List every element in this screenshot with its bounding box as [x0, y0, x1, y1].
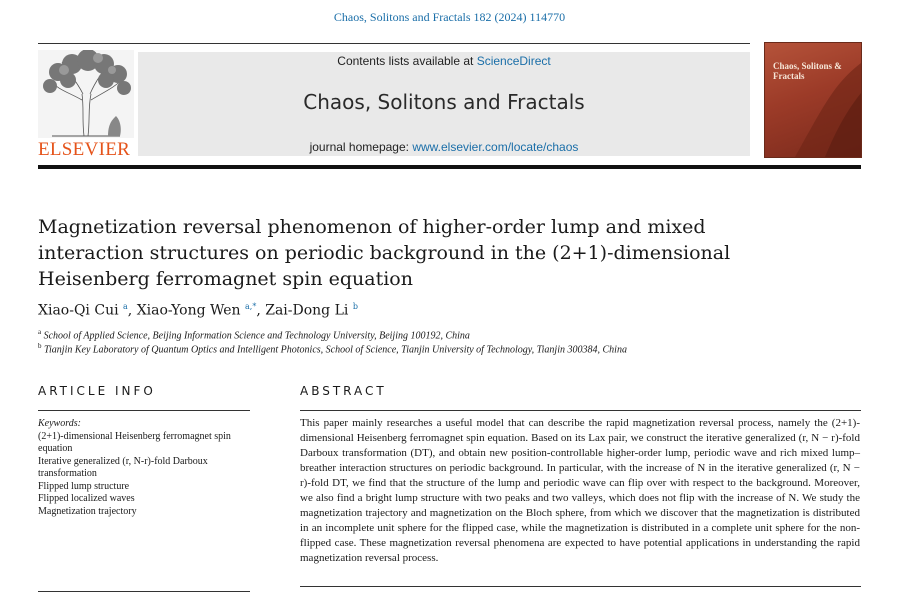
citation-link[interactable]: Chaos, Solitons and Fractals 182 (2024) 114770 [333, 10, 566, 24]
keyword-item: Flipped localized waves [38, 493, 135, 504]
affiliation-marker: b [38, 342, 42, 350]
contents-line [138, 54, 750, 68]
keyword-item: Flipped lump structure [38, 480, 130, 492]
paper-title: Magnetization reversal phenomenon of higher-order lump and mixed interaction structures on periodic background in the (2+1)-dimensional Heisenberg ferromagnet spin equation [38, 216, 731, 290]
abstract-text: This paper mainly researches a useful model that can describe the rapid magnetization reversal process, namely the (2+1)-dimensional Heisenberg ferromagnet spin equation. Based on its Lax pair, we construct the iterative generalized (r, N − r)-fold Darboux transformation (DT), and obtain new position-controllable higher-order lump, periodic wave and rich mixed lump–breather interaction structures on periodic background. In particular, with the increase of N in the iterative generalized (r, N − r)-fold DT, we find that the structure of the lump and periodic wave can flip over with respect to the background. Moreover, we also find a bright lump structure with two peaks and two valleys, which does not flip with the increase of N. We study the magnetization trajectory and magnetization on the Bloch sphere, from which we discover that the magnetization is distributed in an incomplete unit sphere for the flipped case, while the magnetization is distributed in a complete unit sphere for the non-flipped case. These magnetization reversal phenomena are expected to have potential applications in understanding the rapid magnetization reversal process. [300, 417, 860, 564]
keyword-item: Iterative generalized (r, N-r)-fold Darboux transformation [38, 455, 208, 479]
abstract-heading: ABSTRACT [300, 384, 387, 398]
author-name[interactable]: Xiao-Qi Cui [38, 302, 119, 319]
abstract-rule [300, 410, 861, 411]
article-info-rule [38, 410, 250, 411]
keywords-block [38, 418, 250, 518]
keyword-item: (2+1)-dimensional Heisenberg ferromagnet spin equation [38, 430, 231, 454]
author-affil-marker[interactable]: a [123, 302, 128, 311]
journal-cover-thumbnail[interactable] [764, 42, 862, 158]
abstract-bottom-rule [300, 586, 861, 587]
author-affil-marker[interactable]: a,* [245, 302, 257, 311]
homepage-line [138, 140, 750, 154]
affiliation-text: Tianjin Key Laboratory of Quantum Optics and Intelligent Photonics, School of Science, Tianjin University of Technology, Tianjin 300384, China [44, 344, 627, 356]
homepage-prefix: journal homepage: [309, 140, 413, 154]
journal-homepage-link[interactable]: www.elsevier.com/locate/chaos [412, 140, 579, 154]
journal-title: Chaos, Solitons and Fractals [303, 90, 585, 114]
keywords-label: Keywords: [38, 418, 81, 429]
author-affil-marker[interactable]: b [352, 302, 358, 311]
affiliation [38, 342, 627, 355]
affiliation-marker: a [38, 328, 42, 336]
keyword-item: Magnetization trajectory [38, 505, 137, 517]
affiliation-text: School of Applied Science, Beijing Information Science and Technology University, Beijing 100192, China [43, 330, 470, 342]
affiliation [38, 328, 470, 341]
info-bottom-rule [38, 591, 250, 592]
cover-texture [765, 43, 861, 157]
header-rule [38, 43, 750, 44]
contents-prefix: Contents lists available at [337, 54, 477, 68]
author-name[interactable]: Xiao-Yong Wen [136, 302, 241, 319]
sciencedirect-link[interactable]: ScienceDirect [476, 54, 551, 68]
masthead-bottom-rule [38, 165, 861, 169]
journal-masthead [138, 52, 750, 156]
author-name[interactable]: Zai-Dong Li [265, 302, 349, 319]
article-info-heading: ARTICLE INFO [38, 384, 156, 398]
cover-title: Chaos, Solitons & Fractals [773, 61, 842, 81]
elsevier-wordmark[interactable]: ELSEVIER [38, 139, 131, 160]
author-list: Xiao-Qi Cui $^a$, Xiao-Yong Wen $^{a,*}$, Zai-Dong Li $^b$ [38, 302, 358, 319]
